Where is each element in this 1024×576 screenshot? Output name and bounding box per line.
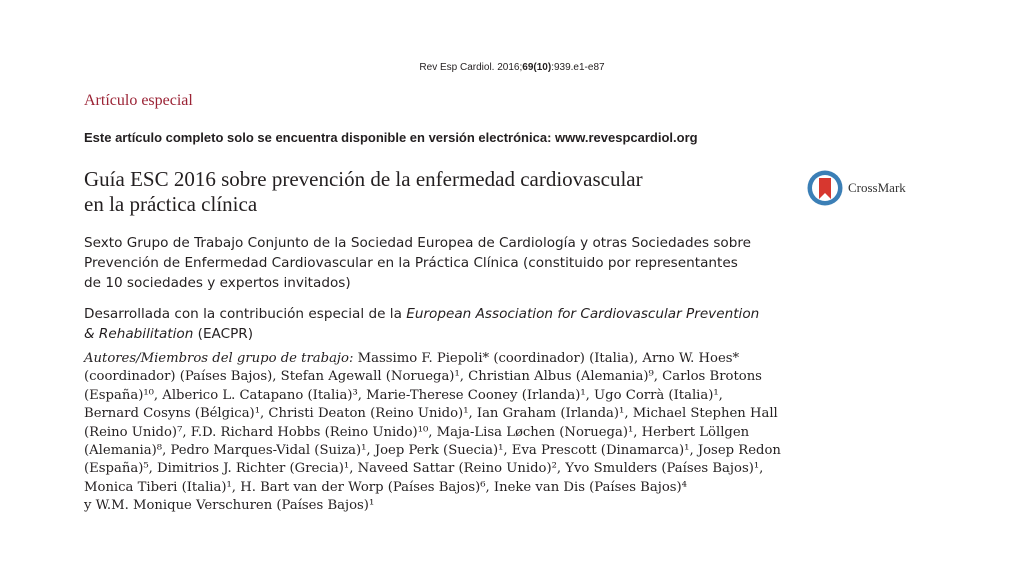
author-line: y W.M. Monique Verschuren (Países Bajos)¹ xyxy=(84,498,375,514)
working-group-line: Sexto Grupo de Trabajo Conjunto de la Sociedad Europea de Cardiología y otras Sociedades sobre xyxy=(84,235,752,251)
citation-volume: 69 xyxy=(522,62,534,73)
author-line: (coordinador) (Países Bajos), Stefan Agewall (Noruega)¹, Christian Albus (Alemania)⁹, Carlos Brotons xyxy=(84,369,762,385)
article-title-line: Guía ESC 2016 sobre prevención de la enfermedad cardiovascular xyxy=(84,167,643,191)
citation-pages: :939.e1-e87 xyxy=(551,62,605,73)
author-line: Monica Tiberi (Italia)¹, H. Bart van der Worp (Países Bajos)⁶, Ineke van Dis (Países Bajos)⁴ xyxy=(84,479,687,495)
journal-citation xyxy=(0,62,1024,73)
crossmark-label: CrossMark xyxy=(848,180,906,195)
author-line: (España)⁵, Dimitrios J. Richter (Grecia)¹, Naveed Sattar (Reino Unido)², Yvo Smulders (Países Bajos)¹, xyxy=(84,461,764,477)
article-title-line: en la práctica clínica xyxy=(84,192,258,216)
contribution-statement xyxy=(84,304,884,344)
author-line: (España)¹⁰, Alberico L. Catapano (Italia)³, Marie-Therese Cooney (Irlanda)¹, Ugo Corrà (Italia)¹, xyxy=(84,387,723,403)
working-group-line: de 10 sociedades y expertos invitados) xyxy=(84,275,351,291)
contribution-prefix: Desarrollada con la contribución especial de la xyxy=(84,306,407,322)
author-line: Bernard Cosyns (Bélgica)¹, Christi Deaton (Reino Unido)¹, Ian Graham (Irlanda)¹, Michael Stephen Hall xyxy=(84,406,778,422)
crossmark-icon xyxy=(806,169,844,207)
citation-issue: (10) xyxy=(533,62,552,73)
authors-label: Autores/Miembros del grupo de trabajo: xyxy=(84,351,354,366)
contribution-organization: European Association for Cardiovascular Prevention xyxy=(406,306,760,322)
author-line: Massimo F. Piepoli* (coordinador) (Italia), Arno W. Hoes* xyxy=(353,351,740,366)
author-line: (Alemania)⁸, Pedro Marques-Vidal (Suiza)¹, Joep Perk (Suecia)¹, Eva Prescott (Dinamarca)¹, Josep Redon xyxy=(84,443,781,459)
author-line: (Reino Unido)⁷, F.D. Richard Hobbs (Reino Unido)¹⁰, Maja-Lisa Løchen (Noruega)¹, Herbert Löllgen xyxy=(84,424,750,440)
contribution-organization: & Rehabilitation xyxy=(84,326,194,342)
article-title xyxy=(84,167,764,217)
electronic-version-notice[interactable]: Este artículo completo solo se encuentra disponible en versión electrónica: www.revespcardiol.org xyxy=(84,130,698,145)
contribution-suffix: (EACPR) xyxy=(193,326,254,342)
authors-list xyxy=(84,350,884,516)
working-group-line: Prevención de Enfermedad Cardiovascular en la Práctica Clínica (constituido por representantes xyxy=(84,255,738,271)
working-group-description xyxy=(84,233,884,293)
citation-prefix: Rev Esp Cardiol. 2016; xyxy=(419,62,523,73)
section-label: Artículo especial xyxy=(84,92,193,109)
crossmark-badge[interactable] xyxy=(806,169,906,207)
